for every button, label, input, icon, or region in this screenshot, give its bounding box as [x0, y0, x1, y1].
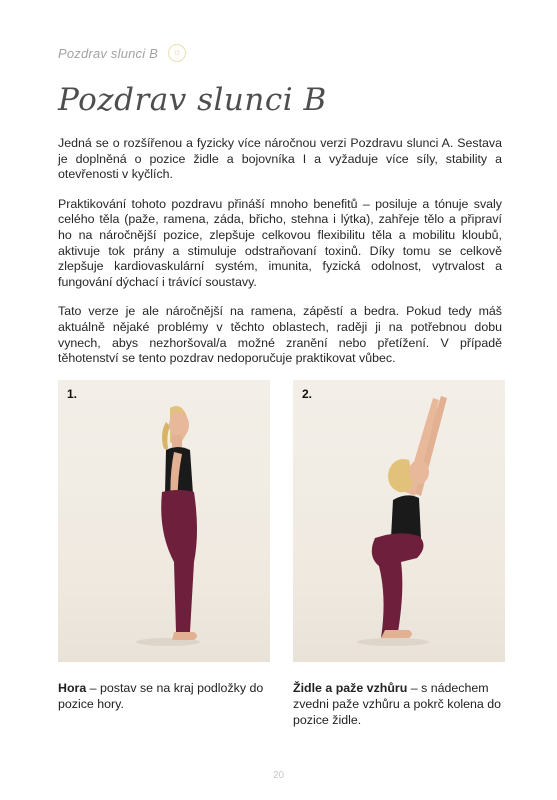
paragraph-benefits: Praktikování tohoto pozdravu přináší mnoho benefitů – posiluje a tónuje svaly celého těla (paže, ramena, záda, břicho, stehna i lýtka), zahřeje tělo a připraví ho na náročnější pozice, zlepšuje celkovou flexibilitu těla a mobilitu kloubů, aktivuje tok prány a stimuluje odstraňovaní toxinů. Díky tomu se celkově zlepšuje kardiovaskulární systém, imunita, fyzická odolnost, vytrvalost a fungování dýchací i trávící soustavy.: [58, 196, 502, 289]
body-text: [58, 136, 502, 381]
paragraph-intro: Jedná se o rozšířenou a fyzicky více náročnou verzi Pozdravu slunci A. Sestava je doplněná o pozice židle a bojovníka I a vyžaduje více síly, stability a otevřenosti v kyčlích.: [58, 136, 502, 182]
running-header-title: Pozdrav slunci B: [58, 45, 159, 61]
caption-step-1-title: Hora: [58, 681, 87, 695]
step-number-1: 1.: [67, 387, 78, 401]
caption-step-2-text: – s nádechem zvedni paže vzhůru a pokrč kolena do pozice židle.: [293, 681, 502, 727]
page-number: 20: [272, 770, 285, 781]
caption-step-1: [58, 680, 270, 712]
figure-chair-illustration: [293, 380, 505, 662]
sun-icon: ☼: [168, 44, 186, 62]
caption-step-2: [293, 680, 505, 728]
photo-chair-pose: [293, 380, 505, 662]
step-number-2: 2.: [302, 387, 313, 401]
page-title: Pozdrav slunci B: [58, 82, 327, 118]
photo-mountain-pose: [58, 380, 270, 662]
paragraph-warning: Tato verze je ale náročnější na ramena, zápěstí a bedra. Pokud tedy máš aktuálně nějaké problémy v těchto oblastech, raději ji na potřebnou dobu vynech, abys nezhoršoval/a možné zranění nebo přetížení. V případě těhotenství se tento pozdrav nedoporučuje praktikovat vůbec.: [58, 304, 502, 366]
running-header: [58, 44, 186, 62]
caption-step-2-title: Židle a paže vzhůru: [293, 681, 408, 695]
figure-mountain-illustration: [58, 380, 270, 662]
caption-step-1-text: – postav se na kraj podložky do pozice hory.: [58, 681, 264, 711]
